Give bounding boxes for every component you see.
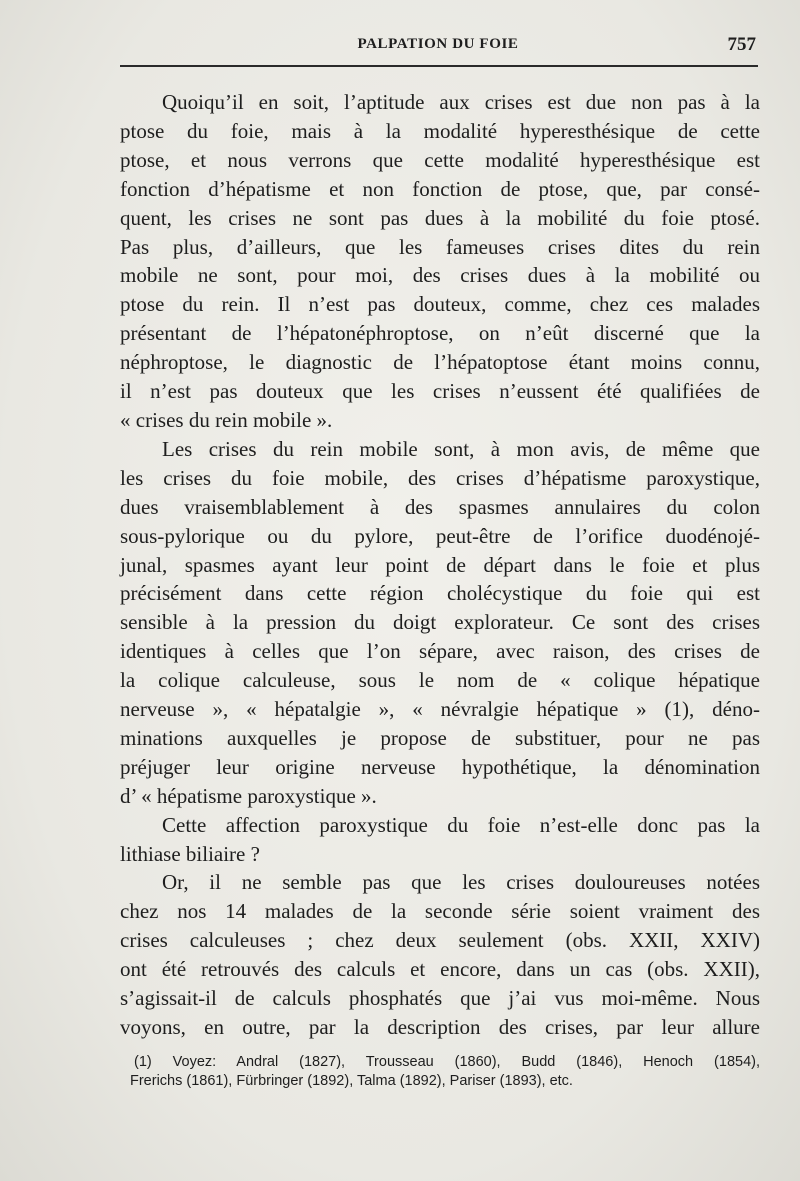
text-line: Or, il ne semble pas que les crises douloureuses notées (162, 870, 760, 895)
paragraph (120, 811, 760, 869)
text-line: chez nos 14 malades de la seconde série soient vraiment des (120, 899, 760, 924)
text-line: d’ « hépatisme paroxystique ». (120, 783, 377, 808)
text-line: présentant de l’hépatonéphroptose, on n’eût discerné que la (120, 321, 760, 346)
text-line: ont été retrouvés des calculs et encore, dans un cas (obs. XXII), (120, 957, 760, 982)
text-line: la colique calculeuse, sous le nom de « colique hépatique (120, 668, 760, 693)
header-rule (120, 65, 758, 67)
text-line: minations auxquelles je propose de substituer, pour ne pas (120, 725, 760, 750)
page-header (118, 34, 758, 58)
text-line: nerveuse », « hépatalgie », « névralgie hépatique » (1), déno- (120, 697, 760, 722)
text-line: identiques à celles que l’on sépare, avec raison, des crises de (120, 639, 760, 664)
text-line: « crises du rein mobile ». (120, 407, 333, 432)
text-line: il n’est pas douteux que les crises n’eussent été qualifiées de (120, 379, 760, 404)
text-line: quent, les crises ne sont pas dues à la mobilité du foie ptosé. (120, 205, 760, 230)
text-line: ptose du foie, mais à la modalité hyperesthésique de cette (120, 118, 760, 143)
text-line: junal, spasmes ayant leur point de départ dans le foie et plus (120, 552, 760, 577)
text-line: Pas plus, d’ailleurs, que les fameuses crises dites du rein (120, 234, 760, 259)
text-line: Les crises du rein mobile sont, à mon avis, de même que (162, 436, 760, 461)
text-line: crises calculeuses ; chez deux seulement (obs. XXII, XXIV) (120, 928, 760, 953)
page-number: 757 (727, 34, 756, 55)
text-line: dues vraisemblablement à des spasmes annulaires du colon (120, 494, 760, 519)
text-line: précisément dans cette région cholécystique du foie qui est (120, 581, 760, 606)
text-line: Quoiqu’il en soit, l’aptitude aux crises est due non pas à la (162, 90, 760, 114)
text-line: ptose, et nous verrons que cette modalité hyperesthésique est (120, 147, 760, 172)
text-line: Cette affection paroxystique du foie n’est-elle donc pas la (162, 812, 760, 837)
body-text (120, 88, 760, 1042)
paragraph (120, 88, 760, 435)
text-line: préjuger leur origine nerveuse hypothétique, la dénomination (120, 754, 760, 779)
footnote-line: (1) Voyez: Andral (1827), Trousseau (1860), Budd (1846), Henoch (1854), (134, 1054, 760, 1070)
running-title: PALPATION DU FOIE (357, 36, 519, 52)
text-line: lithiase biliaire ? (120, 841, 260, 866)
text-line: les crises du foie mobile, des crises d’hépatisme paroxystique, (120, 465, 760, 490)
text-line: s’agissait-il de calculs phosphatés que j’ai vus moi-même. Nous (120, 986, 760, 1011)
footnote (120, 1053, 760, 1091)
text-line: sensible à la pression du doigt explorateur. Ce sont des crises (120, 610, 760, 635)
footnote-line: Frerichs (1861), Fürbringer (1892), Talma (1892), Pariser (1893), etc. (130, 1073, 573, 1089)
text-line: néphroptose, le diagnostic de l’hépatoptose étant moins connu, (120, 350, 760, 375)
paragraph (120, 435, 760, 811)
text-line: sous-pylorique ou du pylore, peut-être de l’orifice duodénojé- (120, 523, 760, 548)
text-line: voyons, en outre, par la description des crises, par leur allure (120, 1015, 760, 1039)
text-line: ptose du rein. Il n’est pas douteux, comme, chez ces malades (120, 292, 760, 317)
text-line: mobile ne sont, pour moi, des crises dues à la mobilité ou (120, 263, 760, 288)
paragraph (120, 868, 760, 1041)
text-line: fonction d’hépatisme et non fonction de ptose, que, par consé- (120, 176, 760, 201)
